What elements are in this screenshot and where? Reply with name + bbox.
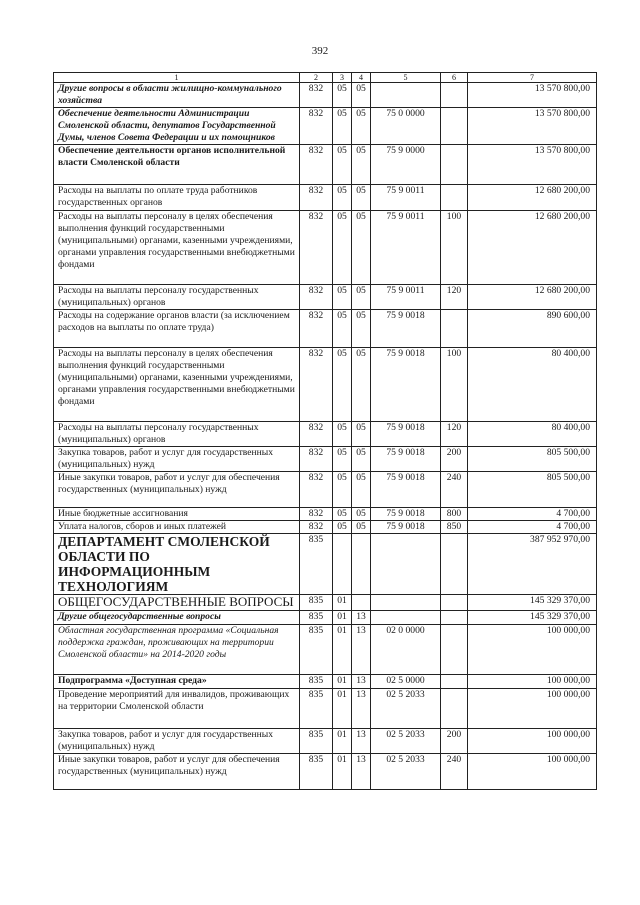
code-subsection: 13 bbox=[352, 625, 371, 675]
code-target bbox=[371, 534, 441, 595]
code-target bbox=[371, 611, 441, 625]
amount: 13 570 800,00 bbox=[468, 83, 597, 108]
code-subsection: 05 bbox=[352, 211, 371, 285]
code-target: 75 9 0018 bbox=[371, 447, 441, 472]
code-subsection: 13 bbox=[352, 689, 371, 729]
table-row bbox=[54, 310, 597, 348]
code-admin: 832 bbox=[300, 521, 333, 534]
code-section: 05 bbox=[333, 422, 352, 447]
row-name: Расходы на выплаты персоналу в целях обеспечения выполнения функций государственными (муниципальными) органами, казенными учреждениями, органами управления государственными внебюджетными фондами bbox=[54, 348, 300, 422]
table-row bbox=[54, 534, 597, 595]
code-admin: 832 bbox=[300, 508, 333, 521]
amount: 100 000,00 bbox=[468, 754, 597, 790]
header-cell: 5 bbox=[371, 73, 441, 83]
table-row bbox=[54, 348, 597, 422]
code-section: 05 bbox=[333, 285, 352, 310]
amount: 12 680 200,00 bbox=[468, 185, 597, 211]
table-row bbox=[54, 675, 597, 689]
code-expense-type: 240 bbox=[441, 472, 468, 508]
code-section: 01 bbox=[333, 729, 352, 754]
code-target: 02 5 0000 bbox=[371, 675, 441, 689]
code-admin: 832 bbox=[300, 185, 333, 211]
row-name: Иные бюджетные ассигнования bbox=[54, 508, 300, 521]
code-admin: 835 bbox=[300, 611, 333, 625]
code-section: 05 bbox=[333, 521, 352, 534]
code-section: 01 bbox=[333, 625, 352, 675]
amount: 145 329 370,00 bbox=[468, 595, 597, 611]
code-subsection: 13 bbox=[352, 729, 371, 754]
row-name: Расходы на выплаты персоналу государственных (муниципальных) органов bbox=[54, 285, 300, 310]
code-target: 75 0 0000 bbox=[371, 108, 441, 145]
code-target bbox=[371, 595, 441, 611]
header-row bbox=[54, 73, 597, 83]
header-cell: 6 bbox=[441, 73, 468, 83]
row-name: Подпрограмма «Доступная среда» bbox=[54, 675, 300, 689]
code-expense-type bbox=[441, 611, 468, 625]
code-section: 05 bbox=[333, 83, 352, 108]
code-target: 75 9 0018 bbox=[371, 472, 441, 508]
code-section: 05 bbox=[333, 145, 352, 185]
row-name: Расходы на выплаты персоналу государственных (муниципальных) органов bbox=[54, 422, 300, 447]
code-admin: 835 bbox=[300, 754, 333, 790]
row-name: Проведение мероприятий для инвалидов, проживающих на территории Смоленской области bbox=[54, 689, 300, 729]
code-expense-type bbox=[441, 534, 468, 595]
code-expense-type: 120 bbox=[441, 285, 468, 310]
table-row bbox=[54, 521, 597, 534]
code-subsection: 05 bbox=[352, 285, 371, 310]
code-expense-type bbox=[441, 595, 468, 611]
code-target: 02 0 0000 bbox=[371, 625, 441, 675]
table-row bbox=[54, 472, 597, 508]
code-section: 05 bbox=[333, 447, 352, 472]
code-expense-type bbox=[441, 185, 468, 211]
row-name: Другие вопросы в области жилищно-коммунального хозяйства bbox=[54, 83, 300, 108]
table-row bbox=[54, 508, 597, 521]
code-section bbox=[333, 534, 352, 595]
code-admin: 835 bbox=[300, 729, 333, 754]
table-row bbox=[54, 754, 597, 790]
row-name: Иные закупки товаров, работ и услуг для обеспечения государственных (муниципальных) нужд bbox=[54, 754, 300, 790]
row-name: Иные закупки товаров, работ и услуг для обеспечения государственных (муниципальных) нужд bbox=[54, 472, 300, 508]
table-row bbox=[54, 447, 597, 472]
code-section: 05 bbox=[333, 348, 352, 422]
code-expense-type: 120 bbox=[441, 422, 468, 447]
row-name: Уплата налогов, сборов и иных платежей bbox=[54, 521, 300, 534]
code-subsection bbox=[352, 534, 371, 595]
code-expense-type bbox=[441, 675, 468, 689]
table-row bbox=[54, 285, 597, 310]
code-target: 75 9 0018 bbox=[371, 348, 441, 422]
code-section: 05 bbox=[333, 108, 352, 145]
code-section: 05 bbox=[333, 472, 352, 508]
code-subsection: 05 bbox=[352, 508, 371, 521]
code-expense-type bbox=[441, 83, 468, 108]
code-section: 05 bbox=[333, 211, 352, 285]
code-target: 75 9 0018 bbox=[371, 508, 441, 521]
table-row bbox=[54, 422, 597, 447]
code-expense-type: 200 bbox=[441, 729, 468, 754]
amount: 890 600,00 bbox=[468, 310, 597, 348]
code-target: 75 9 0000 bbox=[371, 145, 441, 185]
code-expense-type bbox=[441, 625, 468, 675]
code-target: 75 9 0011 bbox=[371, 211, 441, 285]
row-name: Обеспечение деятельности органов исполнительной власти Смоленской области bbox=[54, 145, 300, 185]
code-expense-type: 240 bbox=[441, 754, 468, 790]
row-name: Обеспечение деятельности Администрации Смоленской области, депутатов Государственной Думы, членов Совета Федерации и их помощников bbox=[54, 108, 300, 145]
code-expense-type bbox=[441, 689, 468, 729]
budget-table bbox=[53, 72, 597, 790]
code-admin: 832 bbox=[300, 472, 333, 508]
amount: 4 700,00 bbox=[468, 508, 597, 521]
row-name: Расходы на содержание органов власти (за исключением расходов на выплаты по оплате труда) bbox=[54, 310, 300, 348]
code-target: 75 9 0018 bbox=[371, 422, 441, 447]
code-admin: 835 bbox=[300, 595, 333, 611]
code-subsection: 13 bbox=[352, 754, 371, 790]
amount: 387 952 970,00 bbox=[468, 534, 597, 595]
header-cell: 2 bbox=[300, 73, 333, 83]
code-subsection: 13 bbox=[352, 675, 371, 689]
code-admin: 832 bbox=[300, 285, 333, 310]
code-subsection: 05 bbox=[352, 447, 371, 472]
amount: 13 570 800,00 bbox=[468, 145, 597, 185]
code-target bbox=[371, 83, 441, 108]
code-expense-type bbox=[441, 310, 468, 348]
table-row bbox=[54, 108, 597, 145]
header-cell: 3 bbox=[333, 73, 352, 83]
code-target: 02 5 2033 bbox=[371, 689, 441, 729]
amount: 12 680 200,00 bbox=[468, 211, 597, 285]
row-name: Закупка товаров, работ и услуг для государственных (муниципальных) нужд bbox=[54, 447, 300, 472]
table-row bbox=[54, 625, 597, 675]
code-admin: 832 bbox=[300, 108, 333, 145]
code-section: 01 bbox=[333, 689, 352, 729]
table-row bbox=[54, 595, 597, 611]
code-subsection: 05 bbox=[352, 348, 371, 422]
code-target: 02 5 2033 bbox=[371, 729, 441, 754]
code-admin: 832 bbox=[300, 83, 333, 108]
amount: 100 000,00 bbox=[468, 729, 597, 754]
code-expense-type: 100 bbox=[441, 211, 468, 285]
table-row bbox=[54, 611, 597, 625]
code-section: 05 bbox=[333, 508, 352, 521]
row-name: Расходы на выплаты персоналу в целях обеспечения выполнения функций государственными (муниципальными) органами, казенными учреждениями, органами управления государственными внебюджетными фондами bbox=[54, 211, 300, 285]
code-subsection: 05 bbox=[352, 185, 371, 211]
code-target: 75 9 0011 bbox=[371, 285, 441, 310]
code-subsection bbox=[352, 595, 371, 611]
code-admin: 835 bbox=[300, 625, 333, 675]
code-subsection: 05 bbox=[352, 108, 371, 145]
code-subsection: 05 bbox=[352, 83, 371, 108]
table-row bbox=[54, 689, 597, 729]
code-admin: 832 bbox=[300, 348, 333, 422]
code-subsection: 05 bbox=[352, 310, 371, 348]
code-subsection: 05 bbox=[352, 472, 371, 508]
code-target: 75 9 0018 bbox=[371, 310, 441, 348]
header-cell: 7 bbox=[468, 73, 597, 83]
code-admin: 832 bbox=[300, 145, 333, 185]
amount: 80 400,00 bbox=[468, 422, 597, 447]
code-admin: 832 bbox=[300, 211, 333, 285]
row-name: Областная государственная программа «Социальная поддержка граждан, проживающих на территории Смоленской области» на 2014-2020 годы bbox=[54, 625, 300, 675]
table-row bbox=[54, 83, 597, 108]
code-expense-type: 800 bbox=[441, 508, 468, 521]
row-name: ОБЩЕГОСУДАРСТВЕННЫЕ ВОПРОСЫ bbox=[54, 595, 300, 611]
code-subsection: 05 bbox=[352, 521, 371, 534]
code-section: 01 bbox=[333, 611, 352, 625]
amount: 805 500,00 bbox=[468, 447, 597, 472]
table-row bbox=[54, 185, 597, 211]
code-target: 75 9 0011 bbox=[371, 185, 441, 211]
code-target: 02 5 2033 bbox=[371, 754, 441, 790]
header-cell: 1 bbox=[54, 73, 300, 83]
amount: 13 570 800,00 bbox=[468, 108, 597, 145]
row-name: Закупка товаров, работ и услуг для государственных (муниципальных) нужд bbox=[54, 729, 300, 754]
amount: 145 329 370,00 bbox=[468, 611, 597, 625]
table-row bbox=[54, 729, 597, 754]
code-subsection: 05 bbox=[352, 145, 371, 185]
code-expense-type bbox=[441, 145, 468, 185]
amount: 805 500,00 bbox=[468, 472, 597, 508]
amount: 4 700,00 bbox=[468, 521, 597, 534]
code-admin: 835 bbox=[300, 534, 333, 595]
code-admin: 832 bbox=[300, 447, 333, 472]
code-admin: 832 bbox=[300, 310, 333, 348]
code-section: 01 bbox=[333, 675, 352, 689]
code-section: 01 bbox=[333, 754, 352, 790]
header-cell: 4 bbox=[352, 73, 371, 83]
code-section: 01 bbox=[333, 595, 352, 611]
row-name: ДЕПАРТАМЕНТ СМОЛЕНСКОЙ ОБЛАСТИ ПО ИНФОРМАЦИОННЫМ ТЕХНОЛОГИЯМ bbox=[54, 534, 300, 595]
code-expense-type: 100 bbox=[441, 348, 468, 422]
code-expense-type: 850 bbox=[441, 521, 468, 534]
amount: 100 000,00 bbox=[468, 689, 597, 729]
row-name: Расходы на выплаты по оплате труда работников государственных органов bbox=[54, 185, 300, 211]
code-expense-type bbox=[441, 108, 468, 145]
code-target: 75 9 0018 bbox=[371, 521, 441, 534]
code-section: 05 bbox=[333, 310, 352, 348]
code-admin: 832 bbox=[300, 422, 333, 447]
code-subsection: 13 bbox=[352, 611, 371, 625]
row-name: Другие общегосударственные вопросы bbox=[54, 611, 300, 625]
amount: 100 000,00 bbox=[468, 675, 597, 689]
code-expense-type: 200 bbox=[441, 447, 468, 472]
amount: 100 000,00 bbox=[468, 625, 597, 675]
code-admin: 835 bbox=[300, 689, 333, 729]
table-row bbox=[54, 145, 597, 185]
page-number: 392 bbox=[311, 45, 329, 57]
code-admin: 835 bbox=[300, 675, 333, 689]
table-row bbox=[54, 211, 597, 285]
amount: 80 400,00 bbox=[468, 348, 597, 422]
amount: 12 680 200,00 bbox=[468, 285, 597, 310]
code-subsection: 05 bbox=[352, 422, 371, 447]
code-section: 05 bbox=[333, 185, 352, 211]
